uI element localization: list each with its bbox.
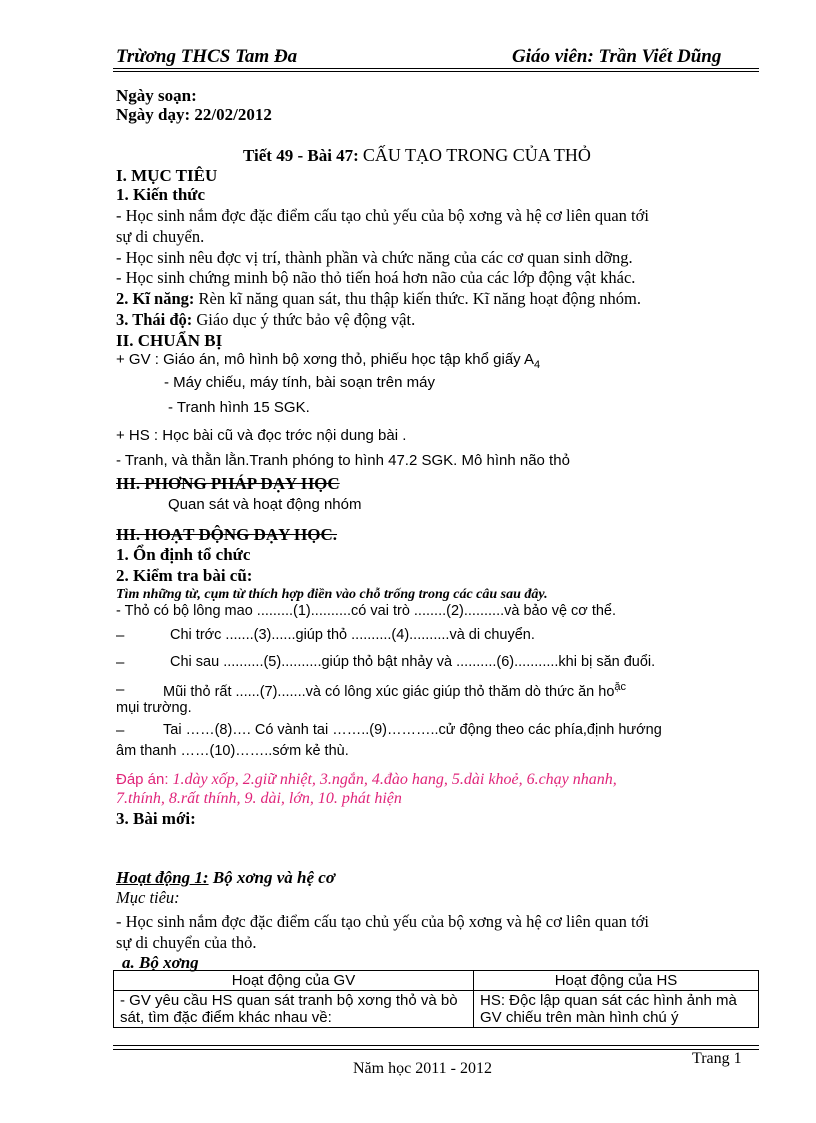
prep-gv-3: - Tranh hình 15 SGK.: [168, 399, 310, 416]
activity-table: [113, 970, 759, 1028]
review-heading: 2. Kiểm tra bài cũ:: [116, 566, 253, 585]
skill-line: [116, 289, 641, 309]
stabilize-heading: 1. Ổn định tổ chức: [116, 545, 251, 564]
prep-hs-2: - Tranh, và thằn lằn.Tranh phóng to hình 47.2 SGK. Mô hình não thỏ: [116, 452, 570, 469]
activity-1-goal-1: - Học sinh nắm đợc đặc điểm cấu tạo chủ yếu của bộ xơng và hệ cơ liên quan tới: [116, 912, 649, 931]
question-3: Chi sau ..........(5)..........giúp thỏ bật nhảy và ..........(6)...........khi bị săn đuổi.: [170, 654, 656, 670]
prep-gv-2: - Máy chiếu, máy tính, bài soạn trên máy: [164, 374, 435, 391]
fill-in-instruction: Tìm những từ, cụm từ thích hợp điền vào chỗ trống trong các câu sau đây.: [116, 587, 548, 602]
skeleton-subheading: a. Bộ xơng: [122, 953, 199, 972]
question-4: [163, 681, 626, 700]
question-4-dash: –: [116, 681, 125, 698]
activity-1-goal-label: Mục tiêu:: [116, 888, 180, 907]
header-rule-2: [113, 71, 759, 72]
knowledge-line-3: - Học sinh chứng minh bộ não thỏ tiến hoá hơn não của các lớp động vật khác.: [116, 268, 636, 287]
question-5-dash: –: [116, 722, 125, 739]
footer-rule: [113, 1045, 759, 1046]
prep-date: Ngày soạn:: [116, 86, 197, 105]
table-row: [114, 991, 759, 1028]
header-teacher: Giáo viên: Trần Viết Dũng: [512, 46, 722, 67]
question-2-dash: –: [116, 627, 125, 644]
prep-gv-1: [116, 351, 540, 371]
activity-1-label: Hoạt động 1:: [116, 868, 209, 887]
knowledge-line-1: - Học sinh nắm đợc đặc điểm cấu tạo chủ yếu của bộ xơng và hệ cơ liên quan tới: [116, 206, 649, 225]
prep-gv-1-sub: 4: [534, 359, 541, 371]
prep-hs-1: + HS : Học bài cũ và đọc trớc nội dung bài .: [116, 427, 407, 444]
knowledge-heading: 1. Kiến thức: [116, 185, 206, 204]
prep-gv-1-text: + GV : Giáo án, mô hình bộ xơng thỏ, phiếu học tập khổ giấy A: [116, 351, 535, 368]
question-4-sup: ặc: [614, 681, 627, 693]
question-1: - Thỏ có bộ lông mao .........(1)..........có vai trò ........(2)..........và bảo vệ cơ thể.: [116, 603, 617, 619]
knowledge-line-2: - Học sinh nêu đợc vị trí, thành phần và chức năng của các cơ quan sinh dỡng.: [116, 248, 633, 267]
question-5b: âm thanh ……(10)……..sớm kẻ thù.: [116, 743, 349, 759]
table-header-row: [114, 971, 759, 991]
attitude-text: Giáo dục ý thức bảo vệ động vật.: [192, 310, 416, 329]
table-cell-hs: HS: Độc lập quan sát các hình ảnh mà GV chiếu trên màn hình chú ý: [474, 991, 759, 1028]
attitude-label: 3. Thái độ:: [116, 310, 193, 329]
table-header-gv: Hoạt động của GV: [114, 971, 474, 991]
footer-rule-2: [113, 1049, 759, 1050]
lesson-title-prefix: Tiết 49 - Bài 47:: [243, 146, 359, 165]
section-methods-heading: III. PHƠNG PHÁP DẠY HỌC: [116, 474, 340, 493]
question-3-dash: –: [116, 654, 125, 671]
answer-text-1: 1.dày xốp, 2.giữ nhiệt, 3.ngắn, 4.đào hang, 5.dài khoẻ, 6.chạy nhanh,: [168, 771, 617, 788]
methods-text: Quan sát và hoạt động nhóm: [168, 496, 362, 513]
answer-line-2: 7.thính, 8.rất thính, 9. dài, lớn, 10. phát hiện: [116, 790, 402, 807]
header-school: Trừơng THCS Tam Đa: [116, 46, 298, 67]
section-objectives-heading: I. MỤC TIÊU: [116, 166, 218, 185]
school-year: Năm học 2011 - 2012: [353, 1060, 492, 1077]
question-4-text: Mũi thỏ rất ......(7).......và có lông xúc giác giúp thỏ thăm dò thức ăn ho: [163, 683, 615, 700]
table-header-hs: Hoạt động của HS: [474, 971, 759, 991]
activity-1-title: Bộ xơng và hệ cơ: [208, 868, 335, 887]
attitude-line: [116, 310, 415, 330]
skill-text: Rèn kĩ năng quan sát, thu thập kiến thức. Kĩ năng hoạt động nhóm.: [194, 289, 641, 308]
teach-date: Ngày dạy: 22/02/2012: [116, 105, 272, 124]
skill-label: 2. Kĩ năng:: [116, 289, 195, 308]
header-rule: [113, 68, 759, 69]
lesson-title-main: CẤU TẠO TRONG CỦA THỎ: [362, 145, 591, 165]
question-4b: mụi trường.: [116, 700, 192, 716]
answer-label: Đáp án:: [116, 771, 169, 788]
question-5: Tai ……(8)…. Có vành tai ……..(9)………..cử động theo các phía,định hướng: [163, 722, 662, 738]
section-preparation-heading: II. CHUẨN BỊ: [116, 331, 223, 350]
question-2: Chi trớc .......(3)......giúp thỏ ..........(4)..........và di chuyển.: [170, 627, 535, 643]
section-activities-heading: III. HOẠT ĐỘNG DẠY HỌC.: [116, 525, 338, 544]
lesson-title: [243, 145, 591, 166]
answer-line-1: [116, 771, 617, 789]
knowledge-line-1b: sự di chuyển.: [116, 227, 205, 246]
page-number: Trang 1: [692, 1050, 742, 1067]
table-cell-gv: - GV yêu cầu HS quan sát tranh bộ xơng thỏ và bò sát, tìm đặc điểm khác nhau về:: [114, 991, 474, 1028]
new-lesson-heading: 3. Bài mới:: [116, 809, 196, 828]
activity-1-goal-2: sự di chuyển của thỏ.: [116, 933, 257, 952]
activity-1-heading: [116, 868, 335, 888]
